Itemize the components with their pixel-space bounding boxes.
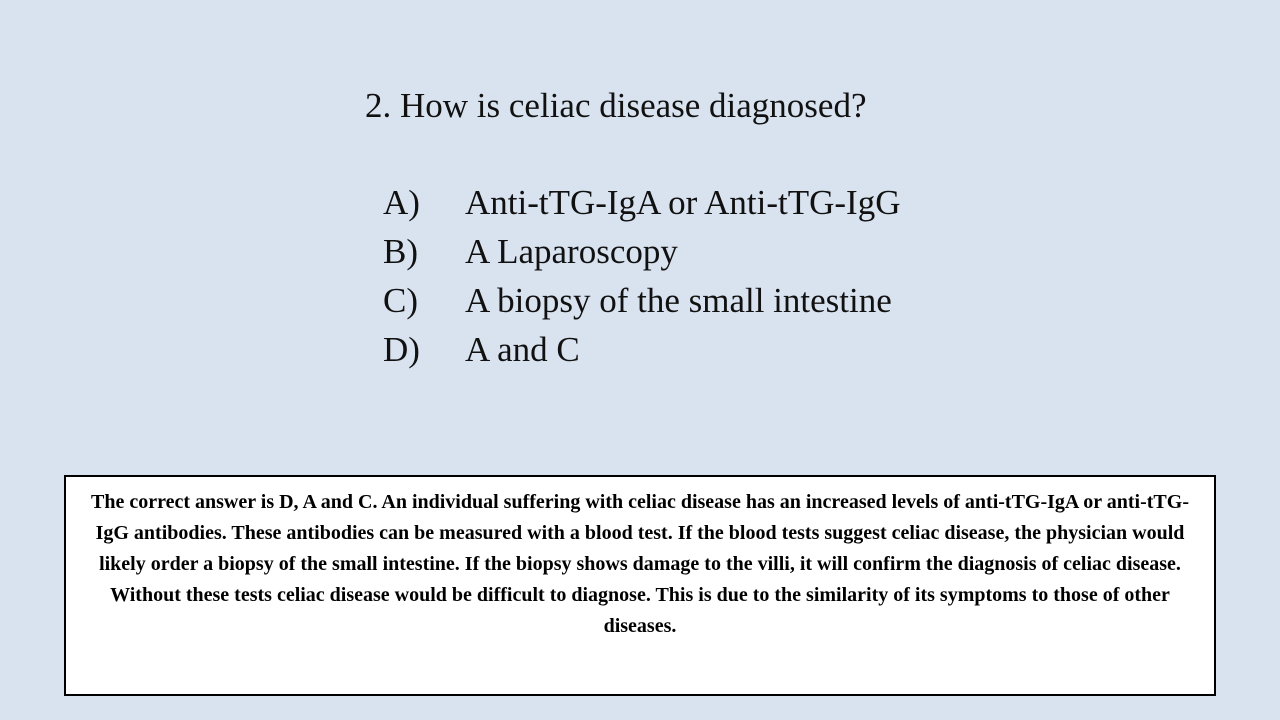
option-text: A biopsy of the small intestine [465,281,892,320]
option-text: Anti-tTG-IgA or Anti-tTG-IgG [465,183,901,222]
option-text: A and C [465,330,580,369]
option-letter: D) [383,330,420,369]
answer-options-list [383,178,900,374]
option-letter: B) [383,232,418,271]
option-letter: C) [383,281,418,320]
option-text: A Laparoscopy [465,232,678,271]
answer-explanation-box: The correct answer is D, A and C. An individual suffering with celiac disease has an increased levels of anti-tTG-IgA or anti-tTG-IgG antibodies. These antibodies can be measured with a blood test. If the blood tests suggest celiac disease, the physician would likely order a biopsy of the small intestine. If the biopsy shows damage to the villi, it will confirm the diagnosis of celiac disease. Without these tests celiac disease would be difficult to diagnose. This is due to the similarity of its symptoms to those of other diseases. [64,475,1216,696]
option-b [383,227,900,276]
option-letter: A) [383,183,420,222]
question-title: 2. How is celiac disease diagnosed? [365,86,867,125]
option-d [383,325,900,374]
option-c [383,276,900,325]
option-a [383,178,900,227]
